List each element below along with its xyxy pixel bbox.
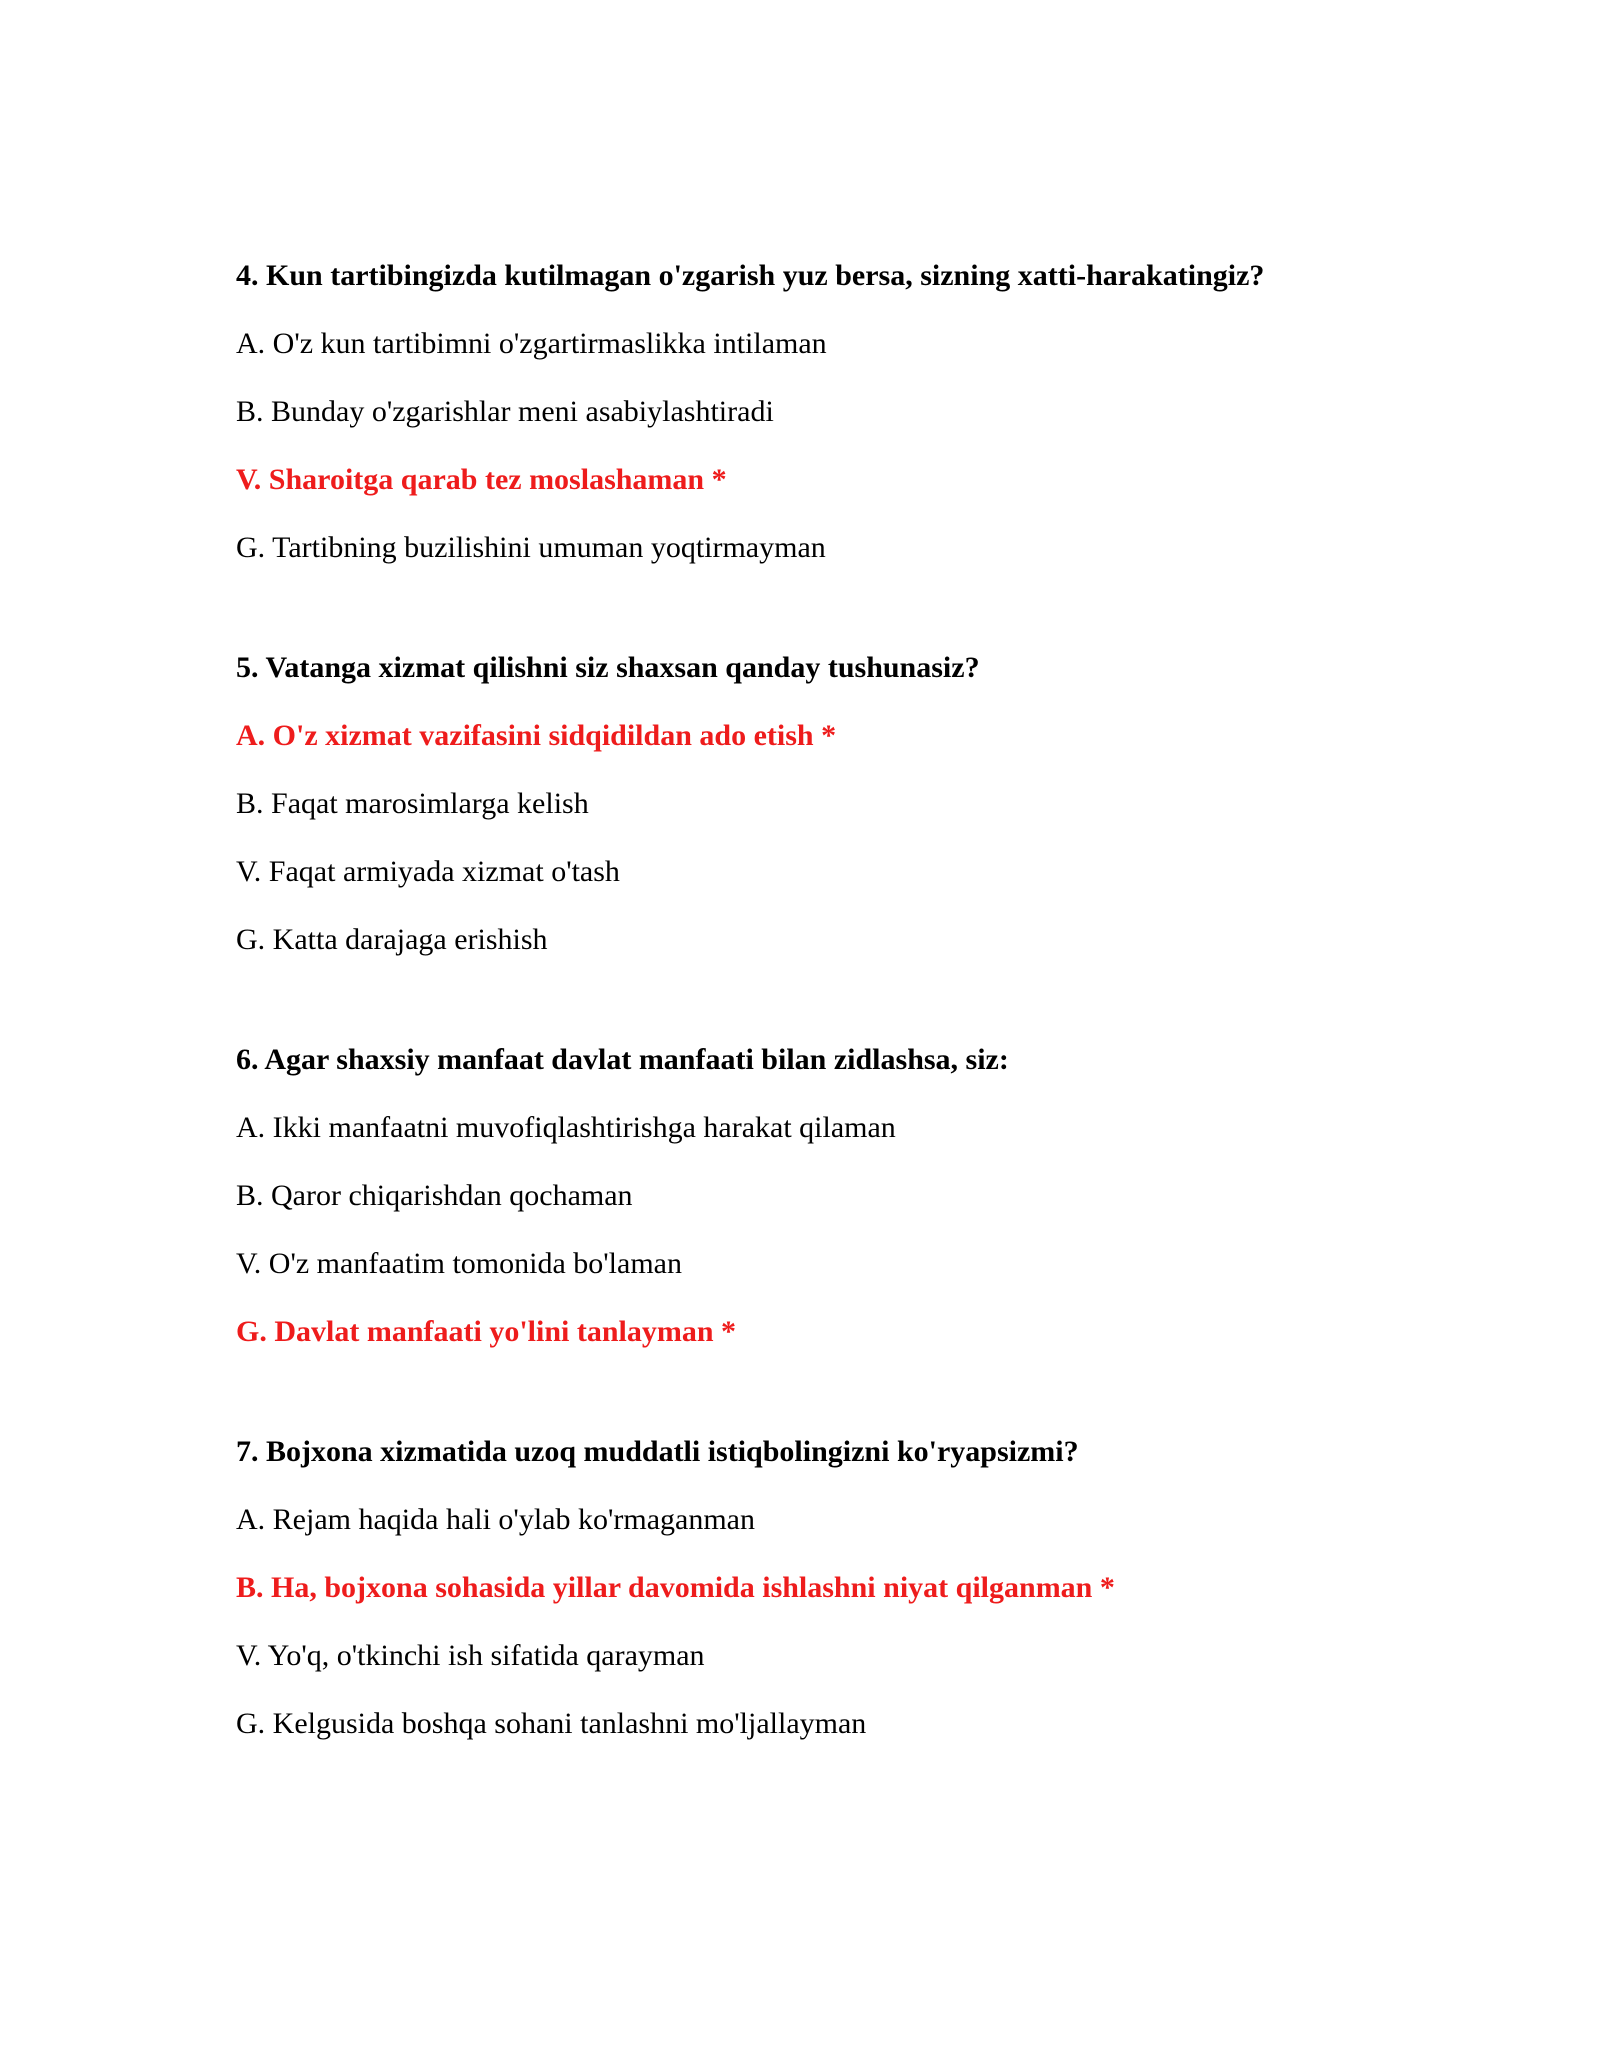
question-text: 5. Vatanga xizmat qilishni siz shaxsan qanday tushunasiz? <box>236 651 980 684</box>
answer-option: A. Ikki manfaatni muvofiqlashtirishga harakat qilaman <box>236 1111 896 1144</box>
correct-answer-option: A. O'z xizmat vazifasini sidqidildan ado etish * <box>236 719 837 752</box>
answer-option: V. Yo'q, o'tkinchi ish sifatida qarayman <box>236 1639 705 1672</box>
question-text: 4. Kun tartibingizda kutilmagan o'zgarish yuz bersa, sizning xatti-harakatingiz? <box>236 259 1265 292</box>
question-block-7 <box>236 1426 1436 1750</box>
correct-answer-option: B. Ha, bojxona sohasida yillar davomida ishlashni niyat qilganman * <box>236 1571 1115 1604</box>
question-block-5 <box>236 642 1436 966</box>
correct-answer-option: V. Sharoitga qarab tez moslashaman * <box>236 463 727 496</box>
answer-option: B. Bunday o'zgarishlar meni asabiylashtiradi <box>236 395 774 428</box>
correct-answer-option: G. Davlat manfaati yo'lini tanlayman * <box>236 1315 737 1348</box>
question-block-4 <box>236 250 1436 574</box>
question-text: 6. Agar shaxsiy manfaat davlat manfaati bilan zidlashsa, siz: <box>236 1043 1009 1076</box>
answer-option: V. Faqat armiyada xizmat o'tash <box>236 855 620 888</box>
answer-option: A. Rejam haqida hali o'ylab ko'rmaganman <box>236 1503 755 1536</box>
answer-option: V. O'z manfaatim tomonida bo'laman <box>236 1247 682 1280</box>
answer-option: G. Katta darajaga erishish <box>236 923 548 956</box>
answer-option: B. Qaror chiqarishdan qochaman <box>236 1179 633 1212</box>
quiz-content <box>236 250 1436 1818</box>
answer-option: G. Kelgusida boshqa sohani tanlashni mo'ljallayman <box>236 1707 867 1740</box>
answer-option: B. Faqat marosimlarga kelish <box>236 787 589 820</box>
question-block-6 <box>236 1034 1436 1358</box>
question-text: 7. Bojxona xizmatida uzoq muddatli istiqbolingizni ko'ryapsizmi? <box>236 1435 1079 1468</box>
answer-option: A. O'z kun tartibimni o'zgartirmaslikka intilaman <box>236 327 827 360</box>
answer-option: G. Tartibning buzilishini umuman yoqtirmayman <box>236 531 826 564</box>
